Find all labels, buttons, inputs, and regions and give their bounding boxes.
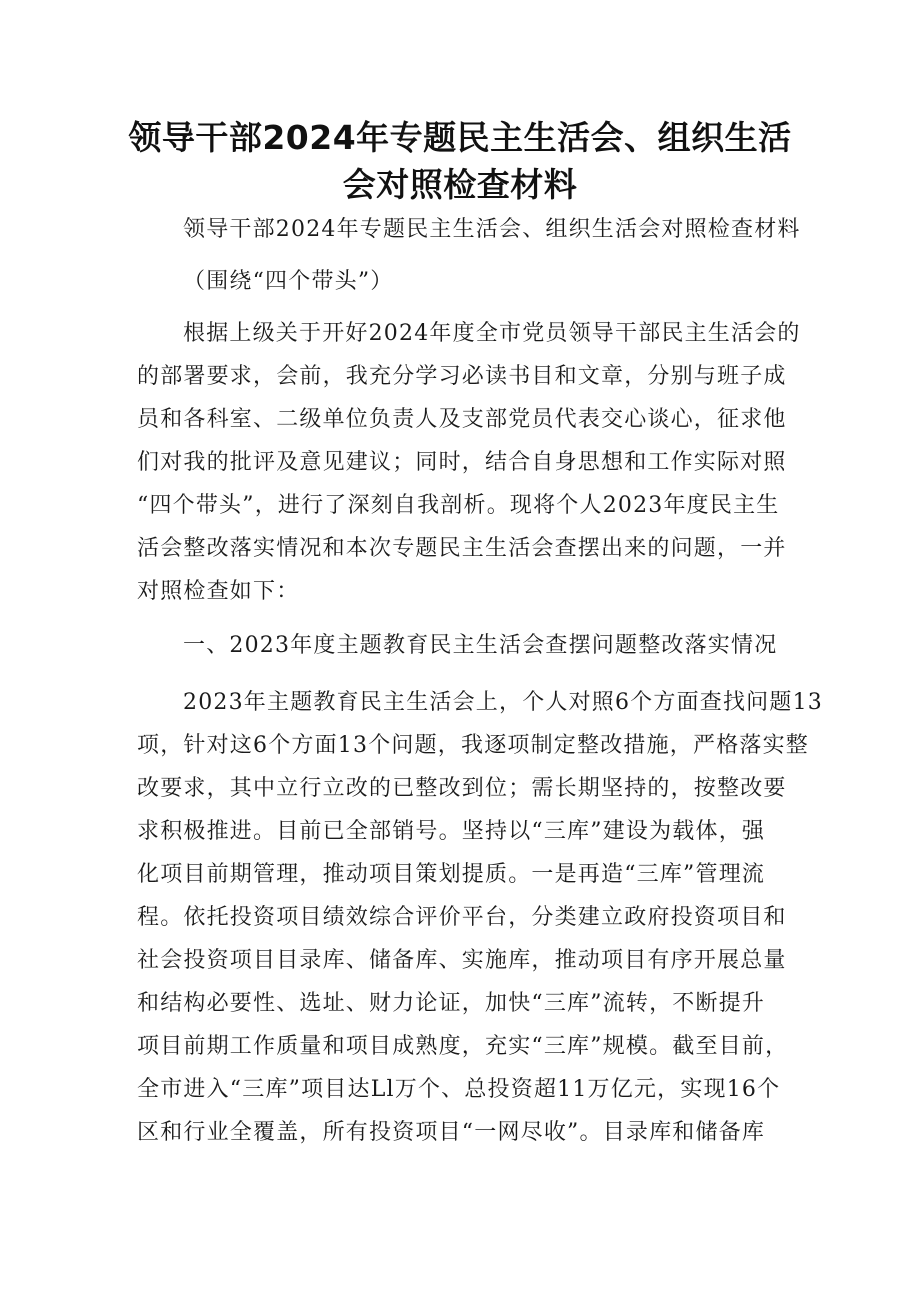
paragraph-2-line: 和结构必要性、选址、财力论证，加快“三库”流转，不断提升 [137,991,766,1016]
paragraph-2-line: 项，针对这6个方面13个问题，我逐项制定整改措施，严格落实整 [137,733,809,758]
paragraph-2-line: 项目前期工作质量和项目成熟度，充实“三库”规模。截至目前， [137,1034,789,1059]
paragraph-1-line: 们对我的批评及意见建议；同时，结合自身思想和工作实际对照 [137,450,787,475]
paragraph-2-line: 改要求，其中立行立改的已整改到位；需长期坚持的，按整改要 [137,776,787,801]
section-1-heading: 一、2023年度主题教育民主生活会查摆问题整改落实情况 [183,633,778,658]
paragraph-2-line: 程。依托投资项目绩效综合评价平台，分类建立政府投资项目和 [137,905,787,930]
paragraph-1-line: 根据上级关于开好2024年度全市党员领导干部民主生活会的 [183,321,801,346]
document-title-line-2: 会对照检查材料 [342,165,578,204]
paragraph-1-line: 活会整改落实情况和本次专题民主生活会查摆出来的问题，一并 [137,536,787,561]
paragraph-2-line: 化项目前期管理，推动项目策划提质。一是再造“三库”管理流 [137,862,766,887]
document-subtitle: 领导干部2024年专题民主生活会、组织生活会对照检查材料 [183,217,801,242]
paragraph-2-line: 区和行业全覆盖，所有投资项目“一网尽收”。目录库和储备库 [137,1120,766,1145]
paragraph-1-line: “四个带头”，进行了深刻自我剖析。现将个人2023年度民主生 [137,493,780,518]
paragraph-1-line: 对照检查如下： [137,579,300,604]
paragraph-2-line: 全市进入“三库”项目达Ll万个、总投资超11万亿元，实现16个 [137,1077,781,1102]
document-title-line-1: 领导干部2024年专题民主生活会、组织生活 [128,118,792,157]
paragraph-1-line: 员和各科室、二级单位负责人及支部党员代表交心谈心，征求他 [137,407,787,432]
document-note: （围绕“四个带头”） [183,269,394,294]
paragraph-1-line: 的部署要求，会前，我充分学习必读书目和文章，分别与班子成 [137,364,787,389]
paragraph-2-line: 求积极推进。目前已全部销号。坚持以“三库”建设为载体，强 [137,819,766,844]
paragraph-2-line: 社会投资项目目录库、储备库、实施库，推动项目有序开展总量 [137,948,787,973]
paragraph-2-line: 2023年主题教育民主生活会上，个人对照6个方面查找问题13 [183,690,823,715]
